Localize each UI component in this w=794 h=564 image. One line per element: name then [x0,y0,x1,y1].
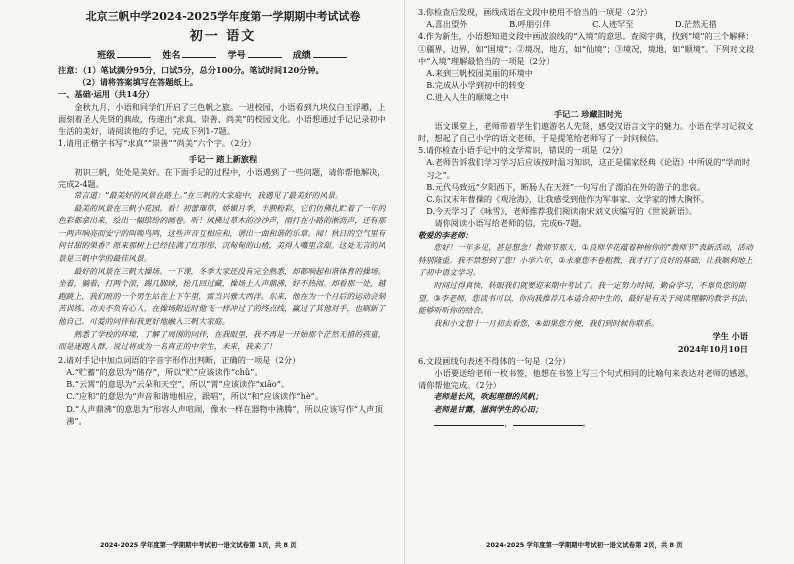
bookmark-line-1: 老师是长风，吹起理想的风帆； [433,392,543,402]
note1-intro: 初识三帆，处处是美好。在下面手记的过程中，小语遇到了一些问题，请你帮他解决，完成2-4题。 [58,166,386,189]
note-2: （2）请将答案填写在答题纸上。 [77,77,198,88]
question-4-option-a: A.来到三帆校园美丽的环境中 [426,68,533,79]
id-blank [248,57,282,58]
question-3-options [418,18,758,30]
page-divider [404,0,405,564]
subject-title: 初一 语文 [189,29,257,44]
question-5-option-b: B.元代马致远“夕阳西下，断肠人在天涯”一句写出了漂泊在外的游子的悲哀。 [426,181,706,192]
footer-left: 2024-2025 学年度第一学期期中考试初一语文试卷第 1页，共 8 页 [100,541,297,549]
name-blank [182,57,216,58]
score-label: 成绩 [292,51,311,61]
note2-intro: 语文课堂上，老师带着学生们遨游名人先贤，感受汉语言文字的魅力。小语在学习记叙文时，想起了自己小学的语文老师，于是提笔给老师写了一封问候信。 [418,120,754,144]
footer-right: 2024-2025 学年度第一学期期中考试初一语文试卷第 2页，共 8 页 [486,541,683,549]
note1-paragraph-1: 常言道：“最美好的风景在路上。”在三帆的大家庭中，我遇见了最美好的风景。 [73,191,343,201]
question-5-option-d: D.今天学习了《咏雪》，老师推荐我们阅读南宋刘义庆编写的《世说新语》。 [426,206,698,217]
name-label: 姓名 [162,51,181,61]
question-1: 1.请用正楷字书写“求真”“崇善”“尚美”六个字。（2分） [58,138,256,149]
bookmark-line-3-blank[interactable]: ， 。 [418,417,758,429]
note1-title: 手记一 踏上新旅程 [188,154,258,165]
note1-paragraph-3: 最好的风景在三帆大操场。一下课，冬季大家还没有完全熟悉，却都响起和谐体育的操场。坐着，躺着，打两个滚，踢几脚球，抡几回过藏，操场上人声鼎沸，好不热闹。却看那一处，越跑跳上，我们班的一个男生站在上下午里，雷当兴雅大西洋。东来，他在为一个月后的运动会刻苦训练。功夫不负有心人，在操场附近时他飞一样冲过了的终点线，赢过了其他对手，也刷新了他自己。可爱的同伴和我更好地融入三帆大家庭。 [58,266,386,326]
id-label: 学号 [227,51,246,61]
letter-paragraph-3: 我和小文想十一月初去看您，④如果您方便，我们到时候你联系。 [433,318,659,328]
letter-intro: 请你阅读小语写给老师的信，完成6-7题。 [434,218,587,229]
class-blank [117,57,151,58]
left-page [58,6,388,554]
letter-paragraph-2: 时间过得真快，转眼我们就要迎来期中考试了。我一定努力时间，勤奋学习，不辜负您的期望。③李老师，您读书可以，你向我推荐几本适合初中生的、最好是有关于阅读理解的教学书法、能够听听你的结合。 [418,281,753,316]
question-3-option-d: D.茫然无措 [675,19,717,30]
note2-title: 手记二 珍藏旧时光 [553,108,623,119]
bookmark-line-2: 老师是甘露，滋润学生的心田； [433,405,543,415]
question-3-option-c: C.人迹罕至 [592,19,634,30]
question-7: 小语要送给老师一枚书签，他想在书签上写三个句式相同的比喻句来表达对老师的感恩，请你帮他完成。（2分） [418,368,754,391]
question-3: 3.你检查后发现，画线成语在文段中使用不恰当的一项是（2分） [418,7,653,17]
question-2-option-b: B.“云霄”的意思为“云朵和天空”，所以“霄”应该读作“xiāo”。 [66,379,290,390]
note1-paragraph-4: 熟悉了学校的环境，了解了周围的同伴，在我眼里，我不再是一开始那个茫然无措的孩童，而是迷跑人群，说过将成为一名真正的中学生，未来，我来了！ [58,329,386,352]
section-1-title: 一、基础·运用（共14分） [58,89,155,100]
question-3-option-a: A.喜出望外 [426,19,468,30]
student-info-line [58,48,388,64]
question-5-option-c: C.东汉末年曹操的《观沧海》，让我感受到他作为军事家、文学家的博大胸怀。 [426,194,710,205]
question-4: 4.作为新生，小语想知道文段中画波浪线的“入境”的意思。查阅字典，找到“境”的三个解释：①疆界，边界，如“国境”；②境况，地方，如“仙境”；③境况，境地，如“顺境”。下列对文段中“入境”理解最恰当的一项是（2分） [418,31,755,66]
question-2: 2.请对手记中加点词语的字音字形作出判断，正确的一项是（2分） [58,354,301,365]
letter-paragraph-1: 您好！一年多见，甚是想念！教师节那天，①良师华花蕴着种榜你的“教师节”表新活动，活动特别隆重。我不禁想到了您！小学六年，②永豪您不卷粗教，我才打了良好的基础，让我顺利地上了初中语文学习。 [418,243,753,278]
question-4-option-b: B.完成从小学到初中的转变 [426,80,525,91]
question-2-option-c: C.“应和”的意思为“声音和谐地相应，跟唱”，所以“和”应该读作“hè”。 [66,391,324,402]
class-label: 班级 [97,51,116,61]
question-2-option-a: A.“贮蓄”的意思为“储存”，所以“贮”应该读作“chǔ”。 [66,366,263,377]
right-page [418,6,758,554]
score-blank [313,57,347,58]
letter-date: 2024年10月10日 [677,343,748,354]
question-4-option-c: C.进入人生的顺境之中 [426,92,509,103]
note-1: 注意：（1）笔试满分95分，口试5分，总分100分。笔试时间120分钟。 [58,65,324,75]
exam-title: 北京三帆中学2024-2025学年度第一学期期中考试试卷 [85,10,361,23]
question-5-option-a: A.老师告诉我们学习学习后应该按时温习知识，这正是儒家经典《论语》中所说的“学而时习之”。 [426,157,751,180]
question-5: 5.请你检查小语手记中的文学常识，错误的一项是（2分） [418,145,628,156]
section-1-intro: 金秋九月，小语和同学们开启了三色帆之旅。一进校园，小语看到九块仪白玉浮雕，上面刻着圣人先贤的典故，传递出“求真、崇善、尚美”的校园文化。小语想通过手记记录初中生活的美好，请阅读他的手记，完成下列1-7题。 [58,101,386,137]
question-3-option-b: B.呼朋引伴 [509,19,551,30]
note1-paragraph-2: 最美的风景在三帆小花园。看！初蕾璀草，娇媚月季，丰腴粉彩，它们仿佛扎贮着了一年的色彩都拿出来，绘出一幅缤纷的画卷。听！风拂过草木的沙沙声，雨打在小路的淅沥声，还有那一两声响亮而安宁的叫唤鸟鸣，这些声音互相应和，谱出一曲和谐的乐章。闻！秋日的空气里有何甘甜的果香？原来那树上已经挂满了红彤彤、沉甸甸的山楂，美得人嘴里含甜。这处无言的风景是三帆中学的最佳风景。 [58,203,386,263]
letter-signature: 学生 小语 [712,331,748,342]
question-6: 6.文段画线句表述不得体的一句是（2分） [418,355,571,366]
letter-greeting: 敬爱的李老师： [418,230,473,240]
question-2-option-d: D.“人声鼎沸”的意思为“形容人声喧闹，像水一样在器物中沸腾”，所以应该写作“人声顶沸”。 [66,403,383,426]
